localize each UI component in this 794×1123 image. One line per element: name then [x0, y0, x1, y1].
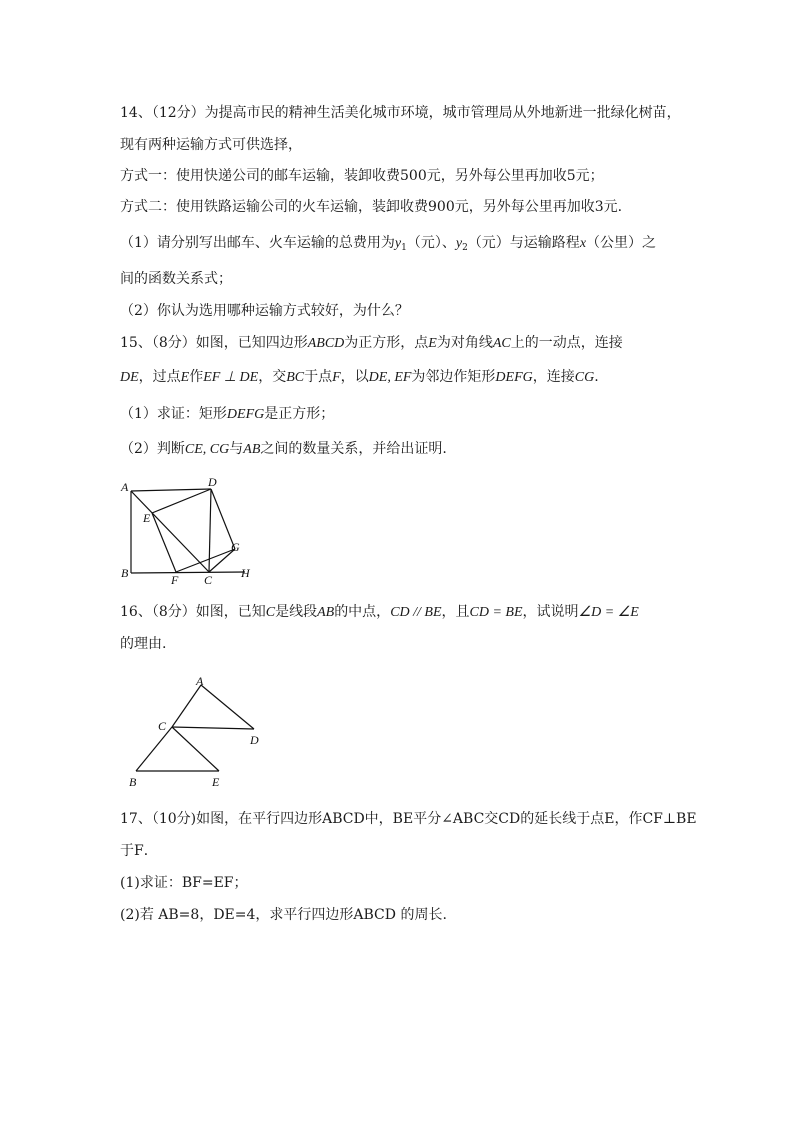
q15-line-4	[120, 440, 447, 459]
q15-line-2	[120, 368, 599, 387]
q15-m3: AC	[492, 336, 511, 351]
q15-m11: CG	[574, 370, 595, 385]
q15-t10: 为邻边作矩形	[411, 369, 496, 385]
q15-t12: .	[594, 369, 599, 385]
q16-m4: CD = BE	[469, 605, 523, 620]
q15-label-H: H	[241, 566, 250, 580]
q14-km: （公里）之	[586, 235, 657, 251]
q16-m5: ∠D = ∠E	[578, 605, 639, 620]
q16-label-C: C	[158, 719, 167, 733]
q15-m10: DEFG	[495, 370, 533, 385]
q15-label-A: A	[121, 480, 129, 494]
q16-t1: 16、（8分）如图，已知	[120, 604, 266, 620]
q15-t7: ，交	[258, 369, 287, 385]
q15-m1: ABCD	[307, 336, 345, 351]
q16-label-B: B	[129, 775, 137, 789]
q16-m3: CD // BE	[390, 605, 442, 620]
q14-yuan-1: （元）、	[406, 235, 456, 251]
q14-line-3: 方式一：使用快递公司的邮车运输，装卸收费500元，另外每公里再加收5元；	[120, 168, 604, 184]
q17-line-2: 于F．	[120, 843, 158, 859]
q16-line-2: 的理由.	[120, 636, 167, 652]
var-x: x	[579, 236, 587, 251]
q15-m9: DE, EF	[368, 370, 412, 385]
q14-line-6: 间的函数关系式；	[120, 271, 232, 287]
q15-t4: 上的一动点，连接	[510, 335, 623, 351]
q15-m12: DEFG	[226, 407, 265, 422]
q15-m2: E	[428, 336, 437, 351]
var-y2: y	[455, 236, 463, 251]
q16-line-1	[120, 603, 639, 622]
q14-line-4: 方式二：使用铁路运输公司的火车运输，装卸收费900元，另外每公里再加收3元.	[120, 199, 623, 215]
q17-line-3: (1)求证：BF=EF；	[120, 875, 248, 891]
q15-figure	[110, 475, 260, 590]
q15-label-G: G	[231, 540, 240, 554]
q15-m4: DE	[120, 370, 139, 385]
q14-part1-text: （1）请分别写出邮车、火车运输的总费用为	[120, 235, 395, 251]
q14-line-1: 14、（12分）为提高市民的精神生活美化城市环境，城市管理局从外地新进一批绿化树苗，	[120, 105, 681, 121]
q15-t8: 于点	[304, 369, 333, 385]
q15-label-E: E	[143, 511, 151, 525]
var-y1: y	[394, 236, 402, 251]
q15-t13: （1）求证：矩形	[120, 406, 227, 422]
q16-t4: ，且	[441, 604, 470, 620]
q15-m7: BC	[286, 370, 305, 385]
q15-m8: F	[332, 370, 341, 385]
q15-t5: ，过点	[138, 369, 181, 385]
q16-label-D: D	[250, 733, 259, 747]
q16-m1: C	[265, 605, 276, 620]
q17-line-1: 17、（10分)如图，在平行四边形ABCD中，BE平分∠ABC交CD的延长线于点E，作CF⊥BE	[120, 811, 697, 827]
q15-t3: 为对角线	[436, 335, 493, 351]
q17-line-4: (2)若 AB=8，DE=4，求平行四边形ABCD 的周长.	[120, 907, 447, 923]
q16-figure	[120, 670, 280, 795]
q15-t17: 之间的数量关系，并给出证明.	[260, 441, 447, 457]
q15-label-C: C	[204, 573, 213, 587]
q15-t1: 15、（8分）如图，已知四边形	[120, 335, 308, 351]
q15-line-1	[120, 334, 623, 353]
q15-m13: CE, CG	[184, 442, 230, 457]
q15-m5: E	[180, 370, 190, 385]
q15-t15: （2）判断	[120, 441, 185, 457]
var-y2-sub: 2	[462, 243, 468, 253]
q15-m6: EF ⊥ DE	[203, 370, 259, 385]
q15-t6: 作	[189, 369, 204, 385]
q16-t5: ，试说明	[522, 604, 579, 620]
q14-line-7: （2）你认为选用哪种运输方式较好，为什么？	[120, 303, 409, 319]
q15-t9: ，以	[340, 369, 369, 385]
q15-label-D: D	[208, 475, 217, 489]
q16-t3: 的中点，	[334, 604, 391, 620]
q15-t16: 与	[229, 441, 244, 457]
q14-yuan-2: （元）与运输路程	[467, 235, 580, 251]
q15-t2: 为正方形，点	[344, 335, 429, 351]
q16-label-A: A	[196, 674, 204, 688]
q15-t14: 是正方形；	[264, 406, 335, 422]
q14-line-2: 现有两种运输方式可供选择，	[120, 137, 302, 153]
q15-label-B: B	[121, 566, 129, 580]
q16-t2: 是线段	[275, 604, 318, 620]
q15-label-F: F	[171, 573, 179, 587]
var-y1-sub: 1	[401, 243, 407, 253]
q15-line-3	[120, 405, 334, 424]
q16-label-E: E	[212, 775, 220, 789]
q16-m2: AB	[317, 605, 335, 620]
q15-t11: ，连接	[532, 369, 575, 385]
q15-m14: AB	[243, 442, 261, 457]
q14-line-5	[120, 234, 656, 257]
